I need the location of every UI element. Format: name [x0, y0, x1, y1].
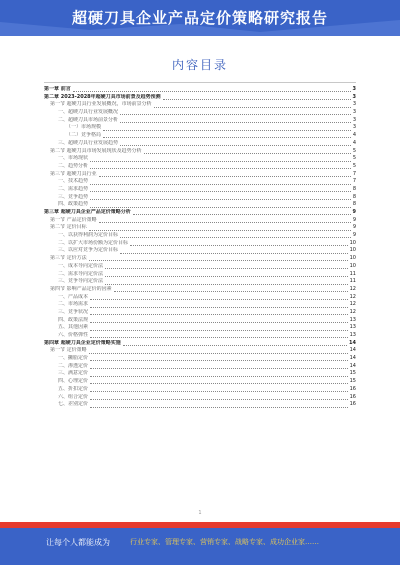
toc-entry-page: 8 [352, 185, 356, 192]
toc-entry-page: 10 [349, 247, 356, 254]
toc-entry-title: 五、折扣定价 [58, 385, 89, 392]
toc-leader-dots [90, 364, 348, 369]
toc-entry-title: 第一节 产品定价策略 [50, 216, 97, 223]
toc-entry-page: 7 [352, 178, 356, 185]
toc-leader-dots [90, 333, 348, 338]
toc-entry-page: 3 [352, 124, 356, 131]
toc-title: 内容目录 [171, 58, 228, 72]
toc-entry[interactable] [44, 240, 356, 248]
toc-entry-title: 第三节 定价方法 [50, 255, 87, 262]
toc-entry-title: 三、超硬刀具行业发展趋势 [58, 139, 119, 146]
toc-entry-title: 一、以获得利润为定价目标 [58, 232, 119, 239]
toc-entry-title: 第一节 超硬刀具行业发展概况，市场前景分析 [50, 101, 152, 108]
toc-entry[interactable] [44, 101, 356, 109]
toc-entry[interactable] [44, 155, 356, 163]
toc-leader-dots [90, 180, 351, 185]
toc-leader-dots [105, 280, 348, 285]
toc-entry-title: 七、差别定价 [58, 401, 89, 408]
toc-entry-title: 五、其他因素 [58, 324, 89, 331]
page-number: 1 [198, 510, 202, 516]
toc-entry-page: 16 [349, 401, 356, 408]
toc-entry-title: 第四节 影响产品定价的因素 [50, 285, 112, 292]
toc-entry-title: （一）市场规模 [66, 124, 102, 131]
toc-leader-dots [90, 295, 348, 300]
toc-entry-page: 16 [349, 385, 356, 392]
toc-entry[interactable] [44, 378, 356, 386]
toc-entry[interactable] [44, 186, 356, 194]
toc-entry-title: 第三章 超硬刀具企业产品定价策略分析 [44, 209, 131, 215]
toc-entry-page: 12 [349, 301, 356, 308]
toc-entry[interactable] [44, 347, 356, 355]
toc-entry[interactable] [44, 340, 356, 348]
toc-entry-page: 3 [352, 93, 356, 100]
toc-leader-dots [114, 287, 348, 292]
toc-leader-dots [99, 172, 351, 177]
toc-entry-title: 二、需求导向定价法 [58, 270, 104, 277]
toc-leader-dots [90, 326, 348, 331]
toc-entry[interactable] [44, 232, 356, 240]
toc-entry-title: 第一章 前言 [44, 86, 71, 92]
toc-entry-page: 15 [349, 370, 356, 377]
toc-entry[interactable] [44, 324, 356, 332]
toc-entry[interactable] [44, 301, 356, 309]
toc-entry[interactable] [44, 278, 356, 286]
toc-entry[interactable] [44, 286, 356, 294]
toc-entry-page: 3 [352, 116, 356, 123]
toc-entry[interactable] [44, 171, 356, 179]
toc-entry-page: 9 [352, 224, 356, 231]
toc-entry-page: 16 [349, 393, 356, 400]
toc-leader-dots [105, 272, 348, 277]
toc-entry[interactable] [44, 363, 356, 371]
toc-entry-title: 第一节 定价策略 [50, 347, 87, 354]
toc-entry-page: 3 [352, 86, 356, 92]
toc-entry-title: 二、以扩大市场份额为定价目标 [58, 239, 129, 246]
toc-entry-title: 一、成本导向定价法 [58, 262, 104, 269]
toc-entry[interactable] [44, 132, 356, 140]
toc-entry[interactable] [44, 201, 356, 209]
toc-entry[interactable] [44, 394, 356, 402]
toc-entry-page: 12 [349, 285, 356, 292]
toc-entry-page: 5 [352, 155, 356, 162]
toc-entry-title: 第二节 定价目标 [50, 224, 87, 231]
toc-entry-title: 二、渗透定价 [58, 362, 89, 369]
toc-entry-page: 5 [352, 147, 356, 154]
toc-entry-page: 3 [352, 101, 356, 108]
toc-entry[interactable] [44, 263, 356, 271]
toc-entry[interactable] [44, 124, 356, 132]
toc-entry-title: 第二章 2023-2028年超硬刀具市场前景及趋势预测 [44, 93, 161, 100]
toc-leader-dots [120, 118, 351, 123]
toc-entry[interactable] [44, 163, 356, 171]
toc-leader-dots [90, 195, 351, 200]
toc-entry-title: 二、需求趋势 [58, 185, 89, 192]
toc-entry-page: 7 [352, 170, 356, 177]
footer-slogan: 让每个人都能成为 [46, 538, 110, 547]
toc-entry[interactable] [44, 140, 356, 148]
toc-leader-dots [103, 133, 351, 138]
toc-entry-page: 14 [349, 339, 356, 346]
toc-leader-dots [90, 372, 348, 377]
toc-entry[interactable] [44, 224, 356, 232]
toc-entry[interactable] [44, 271, 356, 279]
toc-leader-dots [120, 141, 351, 146]
toc-entry[interactable] [44, 386, 356, 394]
toc-entry-page: 11 [349, 278, 356, 285]
toc-leader-dots [120, 110, 351, 115]
toc-entry-page: 8 [352, 193, 356, 200]
toc-entry-title: 一、产品成本 [58, 293, 89, 300]
toc-leader-dots [123, 341, 347, 346]
toc-leader-dots [120, 233, 351, 238]
toc-leader-dots [90, 187, 351, 192]
toc-entry-page: 10 [349, 255, 356, 262]
toc-leader-dots [90, 318, 348, 323]
toc-leader-dots [99, 218, 351, 223]
toc-entry-page: 3 [352, 109, 356, 116]
toc-leader-dots [90, 395, 348, 400]
toc-entry-page: 9 [352, 209, 356, 215]
toc-entry-title: 四、心理定价 [58, 378, 89, 385]
toc-entry-title: 第二节 超硬刀具市场发展现状及趋势分析 [50, 147, 142, 154]
toc-leader-dots [130, 241, 348, 246]
header-bar [0, 0, 400, 36]
toc-leader-dots [105, 264, 348, 269]
toc-leader-dots [89, 349, 348, 354]
toc-entry[interactable] [44, 117, 356, 125]
table-of-contents [44, 86, 356, 409]
toc-leader-dots [163, 95, 351, 100]
toc-entry[interactable] [44, 86, 356, 94]
toc-entry[interactable] [44, 194, 356, 202]
toc-entry-page: 10 [349, 239, 356, 246]
toc-leader-dots [90, 387, 348, 392]
toc-leader-dots [154, 103, 351, 108]
toc-leader-dots [90, 356, 348, 361]
toc-entry-title: 三、竞争趋势 [58, 193, 89, 200]
toc-leader-dots [89, 256, 348, 261]
toc-leader-dots [103, 126, 351, 131]
toc-entry-page: 13 [349, 316, 356, 323]
toc-entry-page: 13 [349, 332, 356, 338]
toc-entry[interactable] [44, 209, 356, 217]
toc-entry[interactable] [44, 247, 356, 255]
toc-entry-title: 三、竞争状况 [58, 308, 89, 315]
toc-entry-page: 13 [349, 324, 356, 331]
toc-entry-page: 15 [349, 378, 356, 385]
toc-entry[interactable] [44, 94, 356, 102]
toc-entry-title: 二、市场需求 [58, 301, 89, 308]
toc-leader-dots [90, 310, 348, 315]
toc-entry-page: 11 [349, 270, 356, 277]
toc-leader-dots [120, 249, 348, 254]
toc-entry-title: 六、价格弹性 [58, 332, 89, 338]
toc-leader-dots [133, 210, 351, 215]
toc-entry[interactable] [44, 148, 356, 156]
toc-entry-page: 9 [352, 216, 356, 223]
toc-entry-title: 三、竞争导向定价法 [58, 278, 104, 285]
toc-entry-title: 三、满意定价 [58, 370, 89, 377]
toc-entry-page: 12 [349, 308, 356, 315]
toc-entry-page: 14 [349, 362, 356, 369]
toc-entry-title: 二、超硬刀具市场前景分析 [58, 116, 119, 123]
toc-entry-page: 8 [352, 201, 356, 208]
toc-leader-dots [73, 87, 351, 92]
toc-leader-dots [90, 203, 351, 208]
toc-leader-dots [90, 403, 348, 408]
toc-entry-title: 三、以应对竞争为定价目标 [58, 247, 119, 254]
toc-entry-page: 10 [349, 262, 356, 269]
footer-expert-list: 行业专家、管理专家、营销专家、战略专家、成功企业家…… [130, 538, 319, 546]
toc-entry-page: 4 [352, 139, 356, 146]
report-title: 超硬刀具企业产品定价策略研究报告 [71, 9, 328, 27]
toc-entry-page: 4 [352, 132, 356, 139]
toc-entry[interactable] [44, 109, 356, 117]
toc-entry-title: 一、技术趋势 [58, 178, 89, 185]
toc-entry-title: （二）竞争格局 [66, 132, 102, 139]
toc-entry[interactable] [44, 370, 356, 378]
toc-entry-title: 一、撇脂定价 [58, 355, 89, 362]
toc-entry-title: 一、市场现状 [58, 155, 89, 162]
toc-entry[interactable] [44, 355, 356, 363]
toc-entry-title: 四、政策趋势 [58, 201, 89, 208]
toc-entry-title: 六、组合定价 [58, 393, 89, 400]
toc-entry-title: 第三节 超硬刀具行业 [50, 170, 97, 177]
toc-leader-dots [90, 157, 351, 162]
toc-entry-title: 二、趋势分析 [58, 162, 89, 169]
toc-entry[interactable] [44, 178, 356, 186]
toc-entry-title: 四、政策法规 [58, 316, 89, 323]
toc-entry[interactable] [44, 294, 356, 302]
toc-leader-dots [90, 379, 348, 384]
toc-entry[interactable] [44, 317, 356, 325]
toc-leader-dots [90, 303, 348, 308]
toc-entry-page: 9 [352, 232, 356, 239]
toc-leader-dots [144, 149, 351, 154]
toc-entry-title: 第四章 超硬刀具企业定价策略实施 [44, 339, 121, 346]
toc-entry-page: 5 [352, 162, 356, 169]
toc-entry-page: 14 [349, 355, 356, 362]
toc-leader-dots [89, 226, 351, 231]
toc-entry[interactable] [44, 332, 356, 340]
toc-leader-dots [90, 164, 351, 169]
toc-entry-title: 一、超硬刀具行业发展概况 [58, 109, 119, 116]
toc-entry[interactable] [44, 217, 356, 225]
toc-entry-page: 14 [349, 347, 356, 354]
toc-divider [44, 82, 356, 83]
toc-entry[interactable] [44, 255, 356, 263]
toc-entry[interactable] [44, 401, 356, 409]
toc-entry[interactable] [44, 309, 356, 317]
toc-entry-page: 12 [349, 293, 356, 300]
